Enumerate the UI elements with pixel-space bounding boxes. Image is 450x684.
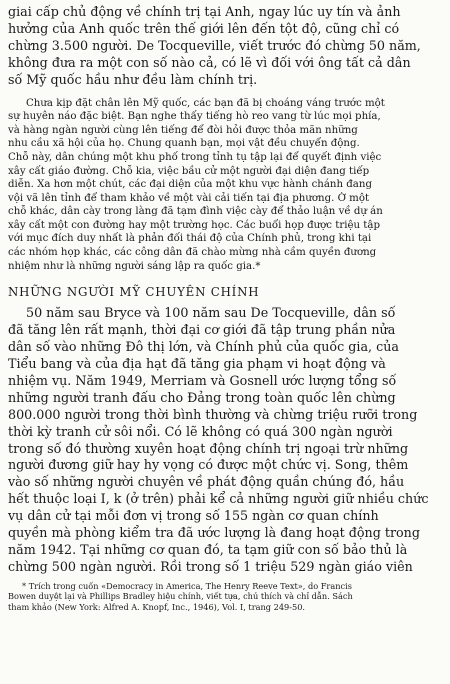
text-line: đã tăng lên rất mạnh, thời đại cơ giới đã tập trung phần nửa xyxy=(8,322,396,338)
quote-line: diễn. Xa hơn một chút, các đại diện của một khu vực hành chánh đang xyxy=(8,179,372,191)
text-line: trong số đó thường xuyên hoạt động chính trị ngoại trừ những xyxy=(8,440,409,456)
text-line: những người tranh đấu cho Đảng trong toàn quốc lên chừng xyxy=(8,389,396,405)
text-line: nhiệm vụ. Năm 1949, Merriam và Gosnell ước lượng tổng số xyxy=(8,372,397,388)
footnote xyxy=(8,581,442,612)
quote-line: và hàng ngàn người cùng lên tiếng để đòi hỏi được thỏa mãn những xyxy=(8,124,358,136)
text-line: 800.000 người trong thời bình thường và chừng triệu rưỡi trong xyxy=(8,406,418,422)
footnote-line: Bowen duyệt lại và Phillips Bradley hiệu chính, viết tựa, chú thích và chỉ dẫn. Sách xyxy=(8,591,353,602)
footnote-line: * Trích trong cuốn «Democracy in America, The Henry Reeve Text», do Francis xyxy=(22,580,352,591)
text-line: dân số vào những Đô thị lớn, và Chính phủ của quốc gia, của xyxy=(8,339,399,355)
text-line: Tiểu bang và của địa hạt đã tăng gia phạm vi hoạt động và xyxy=(8,355,386,371)
text-line: thời kỳ tranh cử sôi nổi. Có lẽ không có quá 300 ngàn người xyxy=(8,423,393,439)
quote-line: xây cất giáo đường. Chỗ kia, việc bầu cử một người đại diện đang tiếp xyxy=(8,165,370,177)
text-line: người đương giữ hay hy vọng có được một chức vị. Song, thêm xyxy=(8,457,409,473)
text-line: số Mỹ quốc hầu như đều làm chính trị. xyxy=(8,71,258,87)
text-line: không đưa ra một con số nào cả, có lẽ vì đối với ông tất cả dân xyxy=(8,54,411,70)
quote-line: xây cất một con đường hay một trường học. Các buổi họp được triệu tập xyxy=(8,219,380,231)
quote-line: nhu cầu xã hội của họ. Chung quanh bạn, mọi vật đều chuyển động. xyxy=(8,138,360,150)
text-line: vào số những người chuyên về phát động quần chúng đó, hầu xyxy=(8,474,405,490)
quote-line: chỗ khác, dân cày trong làng đã tạm đình việc cày để thảo luận về dự án xyxy=(8,206,383,218)
paragraph-main xyxy=(8,305,442,576)
quote-line: Chưa kịp đặt chân lên Mỹ quốc, các bạn đã bị choáng váng trước một xyxy=(26,97,385,109)
text-line: chừng 3.500 người. De Tocqueville, viết trước đó chừng 50 năm, xyxy=(8,37,421,53)
text-line: chừng 500 ngàn người. Rồi trong số 1 triệu 529 ngàn giáo viên xyxy=(8,558,413,574)
text-line: hết thuộc loại I, k (ở trên) phải kể cả những người giữ nhiều chức xyxy=(8,491,429,507)
quote-line: với mục đích duy nhất là phản đối thái độ của Chính phủ, trong khi tại xyxy=(8,233,372,245)
block-quote xyxy=(8,97,442,274)
text-line: giai cấp chủ động về chính trị tại Anh, ngay lúc uy tín và ảnh xyxy=(8,4,401,19)
text-line: 50 năm sau Bryce và 100 năm sau De Tocqueville, dân số xyxy=(26,305,396,321)
footnote-line: tham khảo (New York: Alfred A. Knopf, Inc., 1946), Vol. I, trang 249-50. xyxy=(8,601,306,612)
text-line: năm 1942. Tại những cơ quan đó, ta tạm giữ con số bảo thủ là xyxy=(8,541,408,557)
section-heading: NHỮNG NGƯỜI MỸ CHUYÊN CHÍNH xyxy=(8,285,260,300)
paragraph-intro xyxy=(8,4,442,89)
quote-line: vội vã lên tỉnh để tham khảo về một vài cải tiến tại địa phương. Ở một xyxy=(8,192,370,204)
quote-line: Chỗ này, dân chúng một khu phố trong tỉnh tụ tập lại để quyết định việc xyxy=(8,151,382,163)
quote-line: sự huyên náo đặc biệt. Bạn nghe thấy tiếng hò reo vang từ lúc mọi phía, xyxy=(8,111,381,123)
text-line: quyền mà phòng kiểm tra đã ước lượng là đang hoạt động trong xyxy=(8,525,420,541)
text-line: hưởng của Anh quốc trên thế giới lên đến tột độ, cũng chỉ có xyxy=(8,20,400,36)
text-line: vụ dân cử tại mỗi đơn vị trong số 155 ngàn cơ quan chính xyxy=(8,508,379,524)
quote-line: nhiệm như là những người sáng lập ra quốc gia.* xyxy=(8,260,261,272)
quote-line: các nhóm họp khác, các công dân đã chào mừng nhà cầm quyền đương xyxy=(8,247,377,259)
